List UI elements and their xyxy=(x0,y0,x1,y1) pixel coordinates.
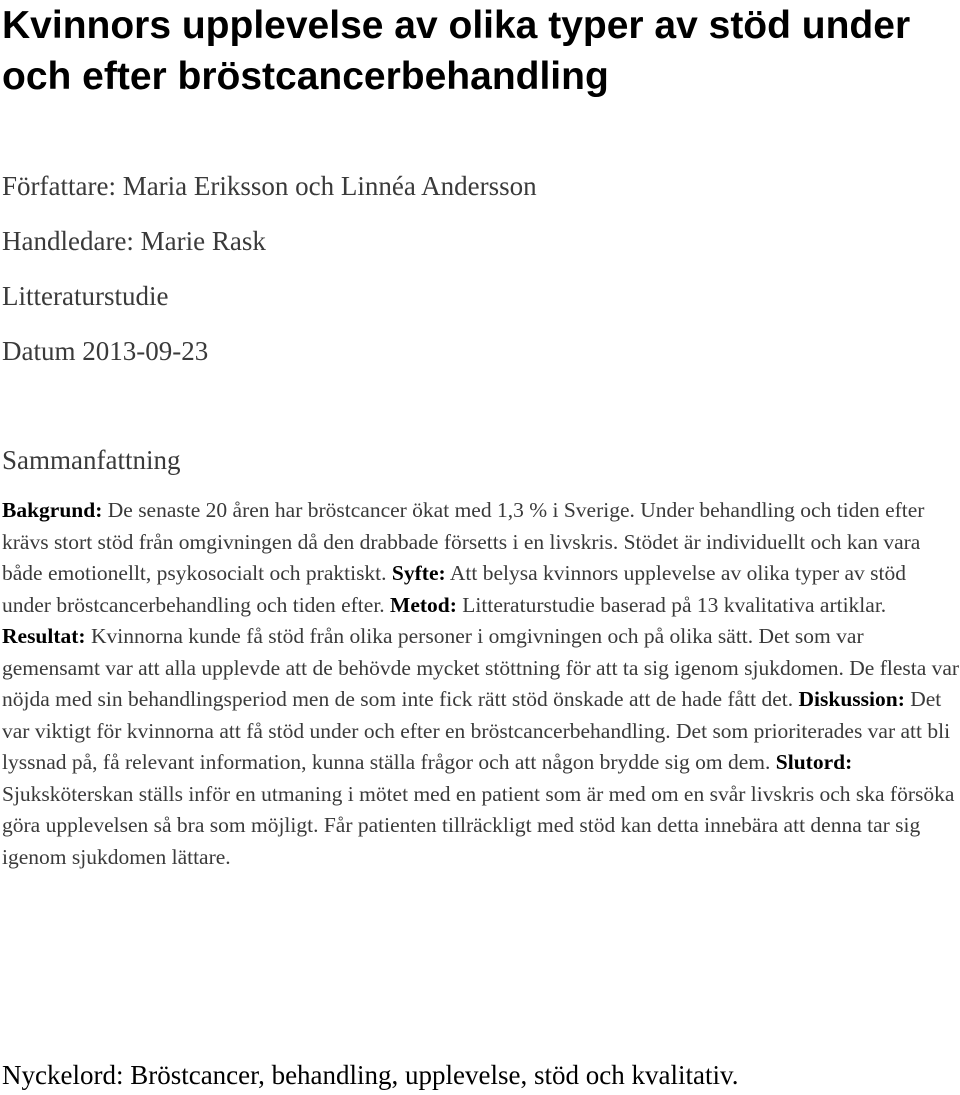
abstract-paragraph xyxy=(2,495,960,873)
date-line: Datum 2013-09-23 xyxy=(2,336,209,366)
study-type-line: Litteraturstudie xyxy=(2,281,169,311)
background-label: Bakgrund: xyxy=(2,498,103,522)
conclusion-text: Sjuksköterskan ställs inför en utmaning i mötet med en patient som är med om en svår livskris och ska försöka göra upplevelsen så bra som möjligt. Får patienten tillräckligt med stöd kan detta innebära att denna tar sig igenom sjukdomen lättare. xyxy=(2,781,955,869)
conclusion-label: Slutord: xyxy=(775,750,853,774)
aim-text: Att belysa kvinnors upplevelse av olika typer av stöd under bröstcancerbehandling och tiden efter. xyxy=(2,561,907,617)
results-label: Resultat: xyxy=(2,624,86,648)
background-text: De senaste 20 åren har bröstcancer ökat med 1,3 % i Sverige. Under behandling och tiden efter krävs stort stöd från omgivningen då den drabbade försetts i en livskris. Stödet är individuellt och kan vara både emotionellt, psykosocialt och praktiskt. xyxy=(2,498,925,585)
authors-line: Författare: Maria Eriksson och Linnéa Andersson xyxy=(2,171,537,201)
method-text: Litteraturstudie baserad på 13 kvalitativa artiklar. xyxy=(456,592,887,617)
discussion-text: Det var viktigt för kvinnorna att få stöd under och efter en bröstcancerbehandling. Det som prioriterades var att bli lyssnad på, få relevant information, kunna ställa frågor och att någon brydde sig om dem. xyxy=(2,687,951,774)
method-label: Metod: xyxy=(390,592,457,617)
supervisor-line: Handledare: Marie Rask xyxy=(2,226,266,256)
summary-heading: Sammanfattning xyxy=(2,445,181,475)
document-title: Kvinnors upplevelse av olika typer av stöd under och efter bröstcancerbehandling xyxy=(2,4,911,98)
discussion-label: Diskussion: xyxy=(798,687,905,711)
keywords-line: Nyckelord: Bröstcancer, behandling, upplevelse, stöd och kvalitativ. xyxy=(2,1060,739,1090)
results-text: Kvinnorna kunde få stöd från olika personer i omgivningen och på olika sätt. Det som var gemensamt var att alla upplevde att de behövde mycket stöttning för att ta sig igenom sjukdomen. De flesta var nöjda med sin behandlingsperiod men de som inte fick rätt stöd önskade att de hade fått det. xyxy=(2,624,960,711)
aim-label: Syfte: xyxy=(391,561,446,585)
